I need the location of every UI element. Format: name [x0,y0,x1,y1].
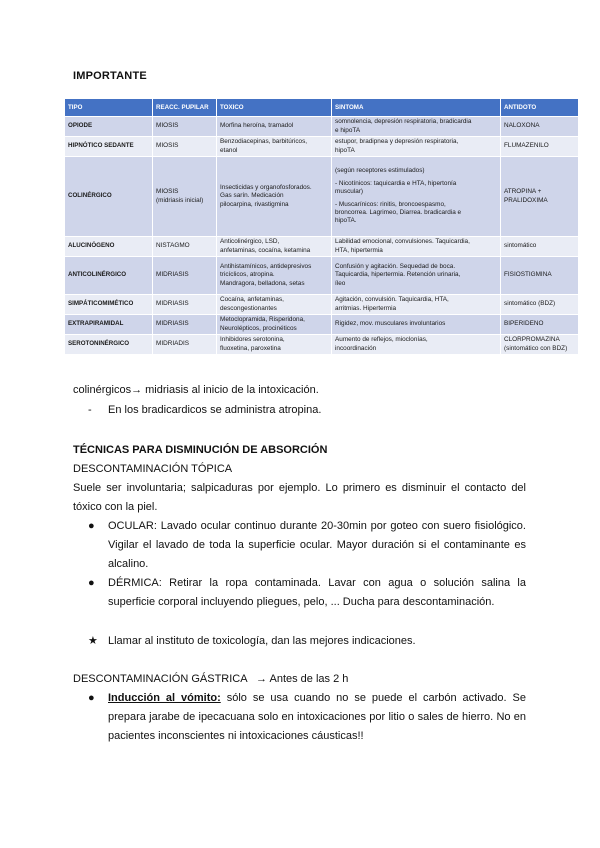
table-row [65,335,579,355]
cell-line: MIOSIS [156,188,179,196]
cell-line: (sintomático con BDZ) [504,344,568,352]
cell-line: incoordinación [335,344,377,352]
cell-line: muscular) [335,188,364,196]
table-row [65,315,579,335]
cell-tipo: EXTRAPIRAMIDAL [65,315,153,335]
cell-line: estupor, bradipnea y depresión respiratoria, [335,138,459,146]
cell-line: Insecticidas y organofosforados. [220,183,312,191]
cell-toxico [217,237,332,257]
cell-toxico [217,335,332,355]
cell-line: tricíclicos, atropina. [220,271,275,279]
cell-sintoma [332,257,501,295]
cell-antidoto [501,315,579,335]
cell-line: broncorrea. Lagrimeo, Diarrea. bradicardia e [335,208,462,216]
cell-line: ATROPINA + [504,188,542,196]
star-item [88,632,526,651]
cell-line: NALOXONA [504,122,540,130]
cell-line: MIDRIASIS [156,320,189,328]
cell-sintoma [332,237,501,257]
cell-line: sintomático (BDZ) [504,300,556,308]
cell-line: Rigidez, mov. musculares involuntarios [335,320,446,328]
cell-line: MIDRIASIS [156,271,189,279]
cell-antidoto [501,295,579,315]
cell-line: MIOSIS [156,142,179,150]
cell-line: pilocarpina, rivastigmina [220,200,289,208]
continuation-line: colinérgicos→ midriasis al inicio de la intoxicación. [73,384,319,396]
cell-line: Gas sarín. Medicación [220,192,284,200]
cell-line: (según receptores estimulados) [335,167,425,175]
cell-antidoto [501,137,579,157]
cell-line: Labilidad emocional, convulsiones. Taquicardia, [335,238,470,246]
header-toxico: TOXICO [217,99,332,117]
heading-techniques: TÉCNICAS PARA DISMINUCIÓN DE ABSORCIÓN [73,444,328,456]
table-row [65,257,579,295]
table-row [65,237,579,257]
cell-line: e hipoTA [335,126,361,134]
cell-toxico [217,315,332,335]
dash-marker: - [88,404,92,416]
cell-line: fluoxetina, paroxetina [220,344,281,352]
cell-sintoma [332,157,501,237]
vomito-description: sólo se usa cuando no se puede el carbón activado. Se prepara jarabe de ipecacuana solo en intoxicaciones por litio o sales de hierro. No en pacientes inconscientes ni intoxicaciones cáusticas!! [108,692,526,742]
bullet-ocular [88,517,526,574]
cell-reacc-pupilar [153,315,217,335]
header-reacc-pupilar: REACC. PUPILAR [153,99,217,117]
bullet-dermica-text: DÉRMICA: Retirar la ropa contaminada. Lavar con agua o solución salina la superficie corporal incluyendo pliegues, pelo, ... Ducha para descontaminación. [108,577,526,608]
cell-line: etanol [220,146,238,154]
heading-important: IMPORTANTE [73,70,147,82]
toxidrome-table [64,98,579,355]
cell-toxico [217,117,332,137]
cell-line: - Muscarínicos: rinitis, broncoespasmo, [335,200,446,208]
cell-line: anfetaminas, cocaína, ketamina [220,246,311,254]
bullet-vomito-text [108,689,526,746]
cell-reacc-pupilar [153,137,217,157]
cell-sintoma [332,117,501,137]
cell-line: Inhibidores serotonina, [220,336,285,344]
cell-line: arritmias. Hipertermia [335,304,397,312]
cell-line: HTA, hipertermia [335,246,383,254]
cell-antidoto [501,117,579,137]
star-item-text: Llamar al instituto de toxicología, dan las mejores indicaciones. [108,635,416,647]
subheading-topical: DESCONTAMINACIÓN TÓPICA [73,463,233,475]
cell-line: - Nicotínicos: taquicardia e HTA, hipertonía [335,179,457,187]
subheading-gastric: DESCONTAMINACIÓN GÁSTRICA [73,673,247,685]
bullet-vomito [88,689,526,746]
cell-line: FISIOSTIGMINA [504,271,552,279]
cell-line: Neurolépticos, procinéticos [220,324,297,332]
gastric-arrow-note: → Antes de las 2 h [256,673,349,685]
cell-reacc-pupilar [153,157,217,237]
cell-reacc-pupilar [153,117,217,137]
cell-line: descongestionantes [220,304,277,312]
cell-line: Benzodiacepinas, barbitúricos, [220,138,308,146]
cell-antidoto [501,237,579,257]
cell-sintoma [332,335,501,355]
cell-line: Cocaína, anfetaminas, [220,296,284,304]
cell-sintoma [332,315,501,335]
bullet-dermica [88,574,526,612]
bullet-ocular-text: OCULAR: Lavado ocular continuo durante 20-30min por goteo con suero fisiológico. Vigilar el lavado de toda la superficie ocular. Mayor duración si el contaminante es alcalino. [108,520,526,570]
cell-tipo: ALUCINÓGENO [65,237,153,257]
cell-reacc-pupilar [153,237,217,257]
gastric-heading-line [73,670,526,689]
table-row [65,117,579,137]
cell-line: PRALIDOXIMA [504,196,548,204]
cell-line: íleo [335,279,346,287]
cell-toxico [217,295,332,315]
cell-line: BIPERIDENO [504,320,544,328]
cell-line: MIOSIS [156,122,179,130]
bullet-dot-icon: ● [88,577,95,589]
cell-line: Mandragora, belladona, setas [220,279,305,287]
cell-line: hipoTA. [335,217,357,225]
cell-line: Anticolinérgico, LSD, [220,238,280,246]
table-row [65,157,579,237]
cell-tipo: SIMPÁTICOMIMÉTICO [65,295,153,315]
cell-line: MIDRIADIS [156,340,190,348]
header-tipo: TIPO [65,99,153,117]
cell-reacc-pupilar [153,295,217,315]
cell-line: FLUMAZENILO [504,142,549,150]
cell-sintoma [332,295,501,315]
cell-tipo: COLINÉRGICO [65,157,153,237]
cell-antidoto [501,335,579,355]
cell-tipo: OPIODE [65,117,153,137]
table-header-row [65,99,579,117]
cell-line: Morfina heroína, tramadol [220,122,294,130]
cell-tipo: SEROTONINÉRGICO [65,335,153,355]
cell-toxico [217,137,332,157]
bullet-dot-icon: ● [88,692,95,704]
cell-line: MIDRIASIS [156,300,189,308]
cell-line: somnolencia, depresión respiratoria, bradicardia [335,118,472,126]
header-antidoto: ANTIDOTO [501,99,579,117]
cell-line: NISTAGMO [156,242,190,250]
dash-item-text: En los bradicardicos se administra atropina. [108,404,322,416]
table-body [65,117,579,355]
table-row [65,137,579,157]
cell-reacc-pupilar [153,335,217,355]
cell-line: CLORPROMAZINA [504,336,560,344]
cell-line: sintomático [504,242,537,250]
table-row [65,295,579,315]
cell-reacc-pupilar [153,257,217,295]
cell-line: hipoTA [335,146,355,154]
cell-line: Antihistamínicos, antidepresivos [220,262,312,270]
cell-antidoto [501,157,579,237]
cell-line: Confusión y agitación. Sequedad de boca. [335,262,456,270]
header-sintoma: SINTOMA [332,99,501,117]
cell-toxico [217,157,332,237]
cell-sintoma [332,137,501,157]
bullet-dot-icon: ● [88,520,95,532]
cell-line: Metoclopramida, Risperidona, [220,316,305,324]
topical-paragraph: Suele ser involuntaria; salpicaduras por ejemplo. Lo primero es disminuir el contacto del tóxico con la piel. [73,482,526,513]
cell-line: Aumento de reflejos, mioclonías, [335,336,428,344]
cell-antidoto [501,257,579,295]
star-icon: ★ [88,635,98,647]
cell-line: Taquicardia, hipertermia. Retención urinaria, [335,271,461,279]
cell-tipo: HIPNÓTICO SEDANTE [65,137,153,157]
vomito-label: Inducción al vómito: [108,692,221,704]
cell-toxico [217,257,332,295]
cell-line: (midriasis inicial) [156,196,204,204]
cell-line: Agitación, convulsión. Taquicardia, HTA, [335,296,449,304]
cell-tipo: ANTICOLINÉRGICO [65,257,153,295]
